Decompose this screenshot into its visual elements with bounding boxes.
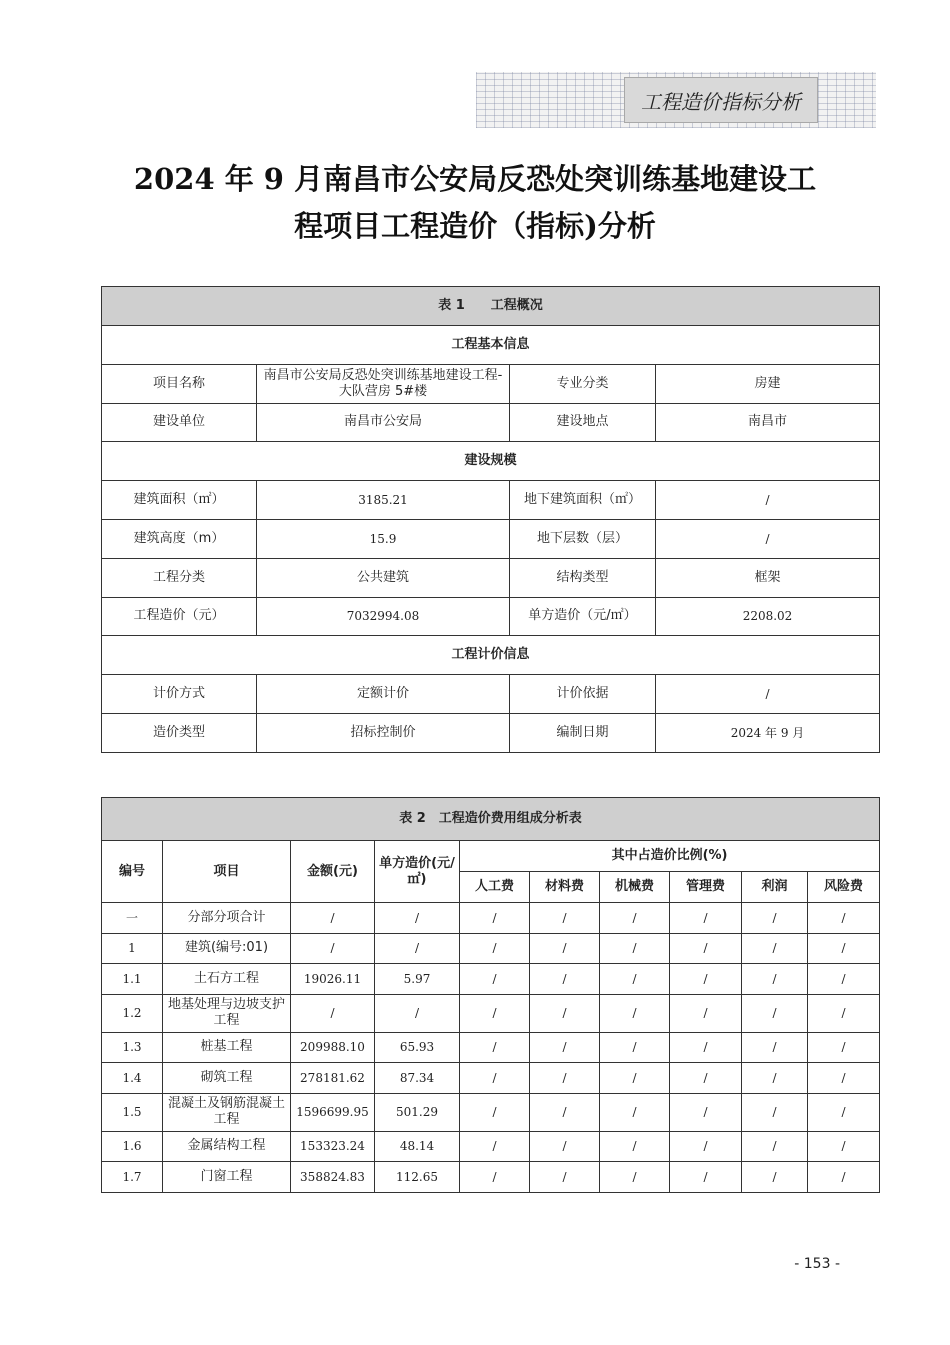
cell-management: / (670, 933, 742, 964)
cell-no: 1.6 (102, 1131, 163, 1162)
cell-amount: / (291, 933, 375, 964)
cell-labor: / (460, 933, 530, 964)
cell-unit-cost: 87.34 (375, 1063, 460, 1094)
header-risk: 风险费 (808, 872, 880, 903)
value-cell: 南昌市 (656, 403, 880, 442)
table-row (102, 1131, 880, 1162)
cell-unit-cost: / (375, 933, 460, 964)
label-cell: 建设单位 (102, 403, 257, 442)
cell-item: 土石方工程 (163, 964, 291, 995)
cell-amount: 209988.10 (291, 1032, 375, 1063)
cell-profit: / (742, 994, 808, 1032)
cell-labor: / (460, 1032, 530, 1063)
cell-item: 桩基工程 (163, 1032, 291, 1063)
cell-machinery: / (600, 1093, 670, 1131)
cell-profit: / (742, 1063, 808, 1094)
cell-risk: / (808, 1093, 880, 1131)
table2-caption: 表 2 工程造价费用组成分析表 (102, 798, 880, 841)
cell-amount: 153323.24 (291, 1131, 375, 1162)
value-cell: 房建 (656, 364, 880, 403)
cell-item: 门窗工程 (163, 1162, 291, 1193)
cell-amount: / (291, 903, 375, 934)
cell-risk: / (808, 1131, 880, 1162)
cell-material: / (530, 1162, 600, 1193)
label-cell: 建筑面积（㎡） (102, 481, 257, 520)
label-cell: 单方造价（元/㎡） (510, 597, 656, 636)
cell-item: 金属结构工程 (163, 1131, 291, 1162)
cell-management: / (670, 903, 742, 934)
cell-unit-cost: / (375, 994, 460, 1032)
cell-material: / (530, 964, 600, 995)
label-cell: 建筑高度（m） (102, 519, 257, 558)
header-no: 编号 (102, 841, 163, 903)
cell-risk: / (808, 1162, 880, 1193)
value-cell: 南昌市公安局 (257, 403, 510, 442)
table-row (102, 403, 880, 442)
cell-material: / (530, 1131, 600, 1162)
header-management: 管理费 (670, 872, 742, 903)
cell-no: 1 (102, 933, 163, 964)
cell-profit: / (742, 1131, 808, 1162)
cell-profit: / (742, 1032, 808, 1063)
cell-material: / (530, 1063, 600, 1094)
table-row (102, 675, 880, 714)
label-cell: 专业分类 (510, 364, 656, 403)
table-row (102, 1063, 880, 1094)
cell-profit: / (742, 903, 808, 934)
cell-labor: / (460, 1162, 530, 1193)
label-cell: 建设地点 (510, 403, 656, 442)
cell-material: / (530, 933, 600, 964)
cell-amount: / (291, 994, 375, 1032)
cell-material: / (530, 1032, 600, 1063)
cell-material: / (530, 903, 600, 934)
section-scale: 建设规模 (102, 442, 880, 481)
header-amount: 金额(元) (291, 841, 375, 903)
header-machinery: 机械费 (600, 872, 670, 903)
cell-amount: 1596699.95 (291, 1093, 375, 1131)
table-row (102, 713, 880, 752)
cell-profit: / (742, 933, 808, 964)
table-row (102, 994, 880, 1032)
table-row (102, 964, 880, 995)
value-cell: 2024 年 9 月 (656, 713, 880, 752)
table-row (102, 1162, 880, 1193)
value-cell: 公共建筑 (257, 558, 510, 597)
cell-management: / (670, 1032, 742, 1063)
page-title (0, 156, 950, 250)
cell-risk: / (808, 1063, 880, 1094)
value-cell: 15.9 (257, 519, 510, 558)
table-row (102, 933, 880, 964)
cell-item: 地基处理与边坡支护工程 (163, 994, 291, 1032)
label-cell: 地下建筑面积（㎡） (510, 481, 656, 520)
cell-unit-cost: 5.97 (375, 964, 460, 995)
header-profit: 利润 (742, 872, 808, 903)
value-cell: 2208.02 (656, 597, 880, 636)
value-cell: 南昌市公安局反恐处突训练基地建设工程-大队营房 5#楼 (257, 364, 510, 403)
table-row (102, 1093, 880, 1131)
value-cell: 7032994.08 (257, 597, 510, 636)
cell-machinery: / (600, 933, 670, 964)
header-ratio-group: 其中占造价比例(%) (460, 841, 880, 872)
value-cell: 3185.21 (257, 481, 510, 520)
cell-no: 1.7 (102, 1162, 163, 1193)
label-cell: 计价方式 (102, 675, 257, 714)
cell-machinery: / (600, 994, 670, 1032)
value-cell: / (656, 481, 880, 520)
table-row (102, 519, 880, 558)
header-labor: 人工费 (460, 872, 530, 903)
page-title-line-1: 2024 年 9 月南昌市公安局反恐处突训练基地建设工 (133, 162, 817, 196)
cell-unit-cost: 65.93 (375, 1032, 460, 1063)
value-cell: 招标控制价 (257, 713, 510, 752)
cell-no: 1.3 (102, 1032, 163, 1063)
label-cell: 工程分类 (102, 558, 257, 597)
cell-machinery: / (600, 1063, 670, 1094)
label-cell: 项目名称 (102, 364, 257, 403)
value-cell: / (656, 519, 880, 558)
cell-amount: 278181.62 (291, 1063, 375, 1094)
section-tag: 工程造价指标分析 (624, 77, 818, 123)
cost-composition-table (101, 797, 880, 1193)
cell-risk: / (808, 1032, 880, 1063)
header-material: 材料费 (530, 872, 600, 903)
cell-unit-cost: 112.65 (375, 1162, 460, 1193)
cell-item: 建筑(编号:01) (163, 933, 291, 964)
cell-item: 混凝土及钢筋混凝土工程 (163, 1093, 291, 1131)
cell-machinery: / (600, 1162, 670, 1193)
table1-caption: 表 1 工程概况 (102, 287, 880, 326)
cell-unit-cost: / (375, 903, 460, 934)
cell-risk: / (808, 964, 880, 995)
value-cell: 定额计价 (257, 675, 510, 714)
cell-machinery: / (600, 1032, 670, 1063)
cell-labor: / (460, 903, 530, 934)
cell-no: 1.5 (102, 1093, 163, 1131)
label-cell: 计价依据 (510, 675, 656, 714)
value-cell: 框架 (656, 558, 880, 597)
cell-no: 1.1 (102, 964, 163, 995)
cell-labor: / (460, 1131, 530, 1162)
label-cell: 地下层数（层） (510, 519, 656, 558)
cell-item: 砌筑工程 (163, 1063, 291, 1094)
page-number: - 153 - (794, 1256, 840, 1272)
page-title-line-2: 程项目工程造价（指标)分析 (294, 209, 656, 243)
cell-risk: / (808, 994, 880, 1032)
cell-profit: / (742, 1162, 808, 1193)
cell-item: 分部分项合计 (163, 903, 291, 934)
cell-no: 1.4 (102, 1063, 163, 1094)
cell-labor: / (460, 964, 530, 995)
cell-material: / (530, 994, 600, 1032)
cell-risk: / (808, 903, 880, 934)
cell-management: / (670, 994, 742, 1032)
section-basic-info: 工程基本信息 (102, 326, 880, 365)
cell-profit: / (742, 964, 808, 995)
table2-body (102, 903, 880, 1193)
table-row (102, 481, 880, 520)
cell-machinery: / (600, 964, 670, 995)
cell-material: / (530, 1093, 600, 1131)
cell-management: / (670, 1162, 742, 1193)
cell-risk: / (808, 933, 880, 964)
cell-management: / (670, 1131, 742, 1162)
table-row (102, 597, 880, 636)
cell-profit: / (742, 1093, 808, 1131)
cell-management: / (670, 964, 742, 995)
cell-labor: / (460, 1093, 530, 1131)
cell-labor: / (460, 994, 530, 1032)
cell-labor: / (460, 1063, 530, 1094)
cell-unit-cost: 501.29 (375, 1093, 460, 1131)
value-cell: / (656, 675, 880, 714)
cell-management: / (670, 1063, 742, 1094)
cell-machinery: / (600, 903, 670, 934)
cell-amount: 358824.83 (291, 1162, 375, 1193)
label-cell: 造价类型 (102, 713, 257, 752)
header-item: 项目 (163, 841, 291, 903)
label-cell: 工程造价（元） (102, 597, 257, 636)
cell-management: / (670, 1093, 742, 1131)
header-unit-cost: 单方造价(元/㎡) (375, 841, 460, 903)
section-pricing-info: 工程计价信息 (102, 636, 880, 675)
table-row (102, 558, 880, 597)
table-row (102, 1032, 880, 1063)
cell-unit-cost: 48.14 (375, 1131, 460, 1162)
cell-no: 1.2 (102, 994, 163, 1032)
table-row (102, 364, 880, 403)
project-overview-table (101, 286, 880, 753)
label-cell: 编制日期 (510, 713, 656, 752)
cell-amount: 19026.11 (291, 964, 375, 995)
cell-machinery: / (600, 1131, 670, 1162)
cell-no: 一 (102, 903, 163, 934)
label-cell: 结构类型 (510, 558, 656, 597)
table-row (102, 903, 880, 934)
